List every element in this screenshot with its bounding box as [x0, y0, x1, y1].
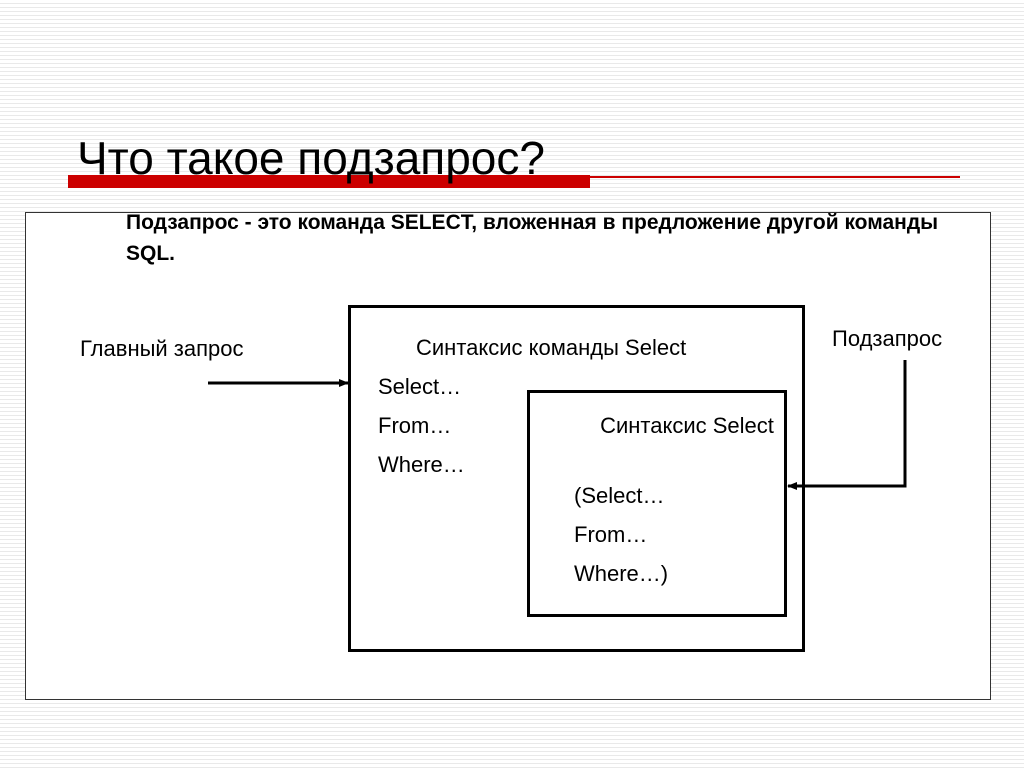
outer-syntax-line: Where…	[378, 452, 465, 477]
slide-title: Что такое подзапрос?	[77, 131, 545, 184]
main-query-label: Главный запрос	[80, 336, 244, 361]
inner-syntax-line: (Select…	[574, 483, 665, 508]
outer-syntax-line: From…	[378, 413, 452, 438]
inner-syntax-line: From…	[574, 522, 648, 547]
title-underline	[590, 176, 960, 178]
definition-text: Подзапрос - это команда SELECT, вложенная в предложение другой команды SQL.	[126, 211, 939, 265]
inner-syntax-line: Where…)	[574, 561, 669, 586]
outer-syntax-heading: Синтаксис команды Select	[416, 335, 687, 360]
subquery-label: Подзапрос	[832, 326, 943, 351]
outer-syntax-line: Select…	[378, 374, 462, 399]
inner-syntax-heading: Синтаксис Select	[600, 413, 774, 438]
